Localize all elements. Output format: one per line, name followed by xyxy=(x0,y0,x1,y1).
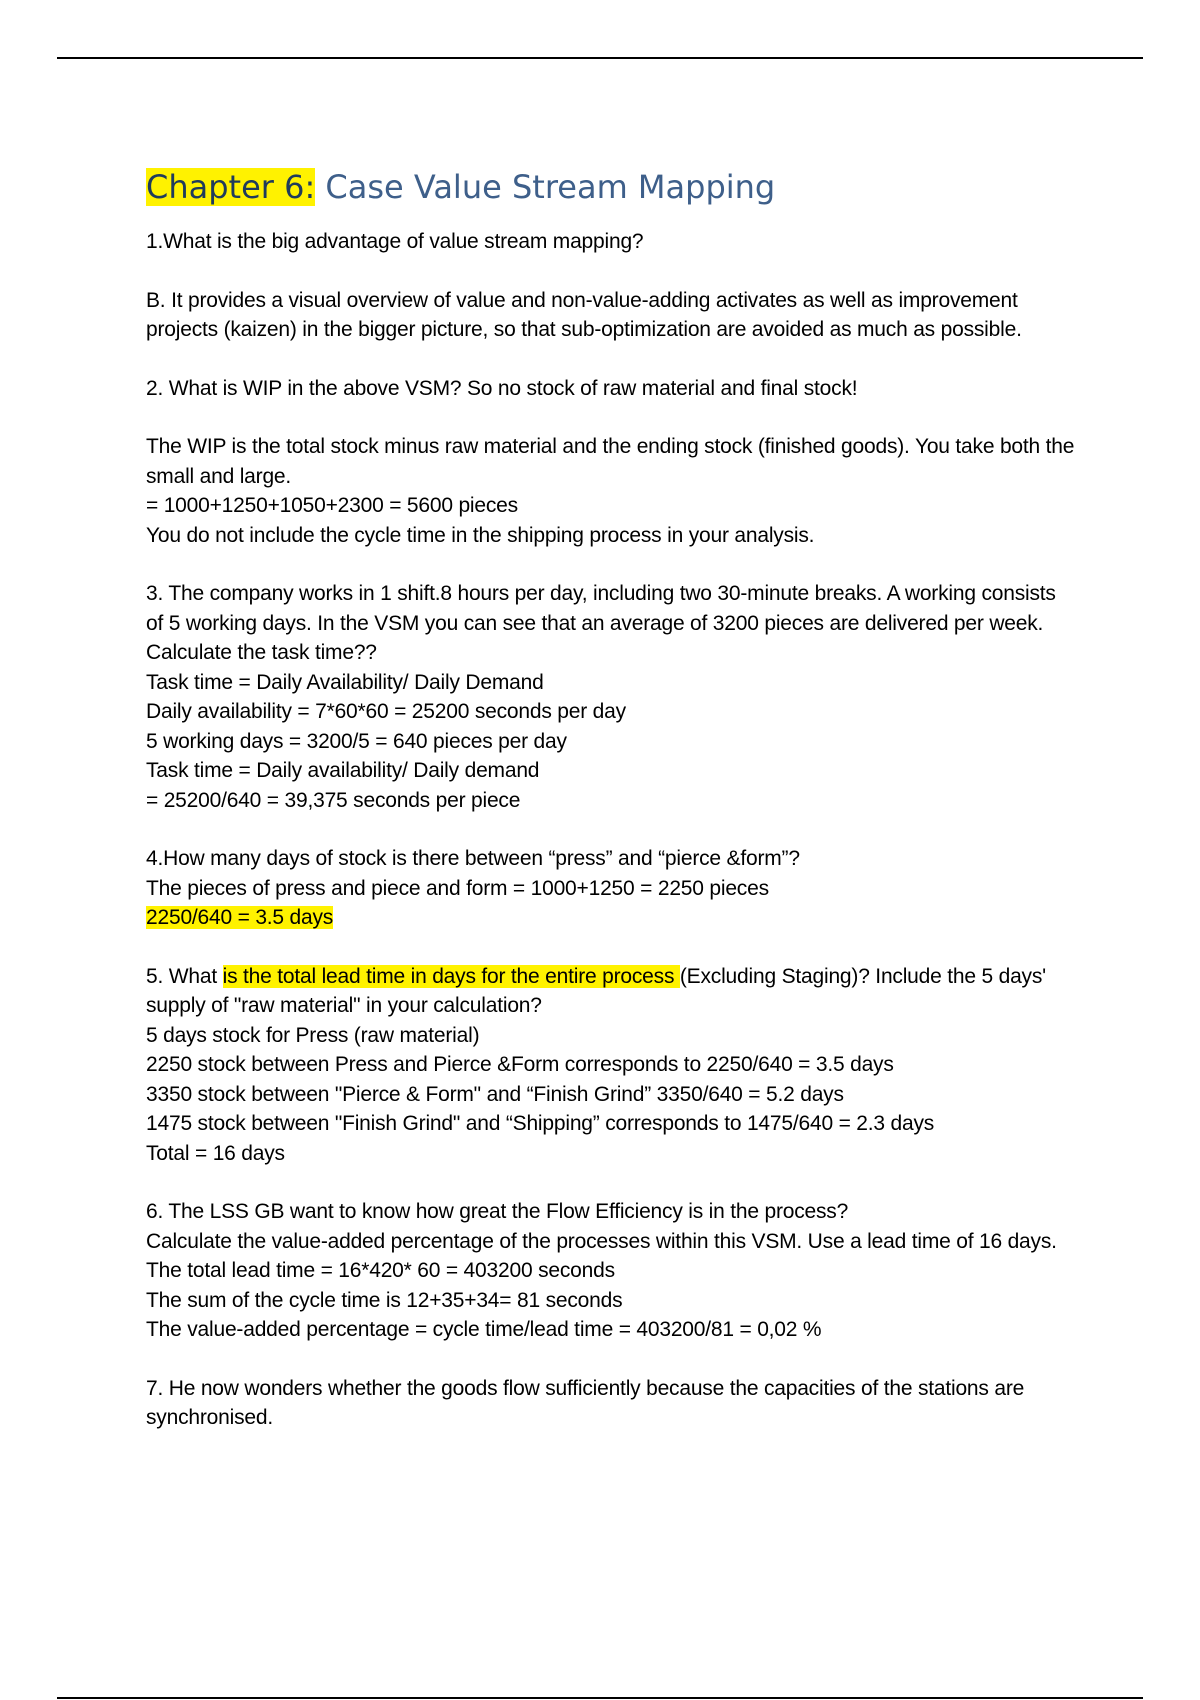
question-2-section xyxy=(146,374,1076,551)
answer-3-line: Task time = Daily Availability/ Daily Demand xyxy=(146,670,544,694)
answer-5-line: 3350 stock between "Pierce & Form" and “Finish Grind” 3350/640 = 5.2 days xyxy=(146,1082,844,1106)
answer-2-line: = 1000+1250+1050+2300 = 5600 pieces xyxy=(146,494,518,517)
answer-3-line: = 25200/640 = 39,375 seconds per piece xyxy=(146,788,521,812)
question-6: 6. The LSS GB want to know how great the Flow Efficiency is in the process? xyxy=(146,1200,849,1223)
answer-2-line: You do not include the cycle time in the shipping process in your analysis. xyxy=(146,523,815,547)
document-body xyxy=(146,160,1076,1433)
answer-2-line: The WIP is the total stock minus raw material and the ending stock (finished goods). You take both the small and large. xyxy=(146,435,1075,488)
question-7-section xyxy=(146,1374,1076,1433)
chapter-title xyxy=(146,160,1076,214)
answer-2 xyxy=(146,432,1076,550)
answer-5-line: 1475 stock between "Finish Grind" and “Shipping” corresponds to 1475/640 = 2.3 days xyxy=(146,1112,935,1135)
chapter-title-rest: Case Value Stream Mapping xyxy=(315,168,776,206)
question-2: 2. What is WIP in the above VSM? So no stock of raw material and final stock! xyxy=(146,376,858,400)
answer-6-line: The value-added percentage = cycle time/lead time = 403200/81 = 0,02 % xyxy=(146,1318,822,1341)
header-rule xyxy=(57,57,1143,59)
answer-5-line: Total = 16 days xyxy=(146,1141,285,1165)
question-7: 7. He now wonders whether the goods flow sufficiently because the capacities of the stations are synchronised. xyxy=(146,1376,1025,1429)
question-5-pre: 5. What xyxy=(146,964,223,988)
question-5-section xyxy=(146,962,1076,1169)
question-1: 1.What is the big advantage of value stream mapping? xyxy=(146,230,644,253)
answer-3-line: 5 working days = 3200/5 = 640 pieces per day xyxy=(146,729,567,753)
question-5-post: (Excluding Staging)? Include the 5 days' supply of "raw material" in your calculation? xyxy=(146,964,1046,1017)
highlighted-result: 2250/640 = 3.5 days xyxy=(146,906,334,929)
question-3-section xyxy=(146,579,1076,815)
answer-4-line: The pieces of press and piece and form = 1000+1250 = 2250 pieces xyxy=(146,876,769,900)
answer-1: B. It provides a visual overview of value and non-value-adding activates as well as improvement projects (kaizen) in the bigger picture, so that sub-optimization are avoided as much as possible. xyxy=(146,288,1022,341)
answer-3-line: Daily availability = 7*60*60 = 25200 seconds per day xyxy=(146,700,626,723)
footer-rule xyxy=(57,1697,1143,1699)
answer-6-line: The sum of the cycle time is 12+35+34= 81 seconds xyxy=(146,1288,623,1312)
answer-6-line: Calculate the value-added percentage of the processes within this VSM. Use a lead time of 16 days. xyxy=(146,1229,1057,1253)
answer-3-line: Task time = Daily availability/ Daily demand xyxy=(146,759,540,782)
question-4-section xyxy=(146,844,1076,933)
question-5 xyxy=(146,962,1076,1021)
question-3: 3. The company works in 1 shift.8 hours per day, including two 30-minute breaks. A working consists of 5 working days. In the VSM you can see that an average of 3200 pieces are delivered per week. xyxy=(146,582,1056,635)
answer-5-line: 5 days stock for Press (raw material) xyxy=(146,1023,480,1047)
question-6-section xyxy=(146,1197,1076,1345)
answer-3-line: Calculate the task time?? xyxy=(146,641,377,664)
answer-6-line: The total lead time = 16*420* 60 = 403200 seconds xyxy=(146,1259,615,1282)
answer-4-result xyxy=(146,903,1076,933)
question-1-section xyxy=(146,227,1076,345)
question-5-highlight: is the total lead time in days for the entire process xyxy=(222,964,680,988)
question-4: 4.How many days of stock is there between “press” and “pierce &form”? xyxy=(146,847,800,870)
answer-5-line: 2250 stock between Press and Pierce &Form corresponds to 2250/640 = 3.5 days xyxy=(146,1053,894,1076)
chapter-title-prefix: Chapter 6: xyxy=(146,168,316,206)
